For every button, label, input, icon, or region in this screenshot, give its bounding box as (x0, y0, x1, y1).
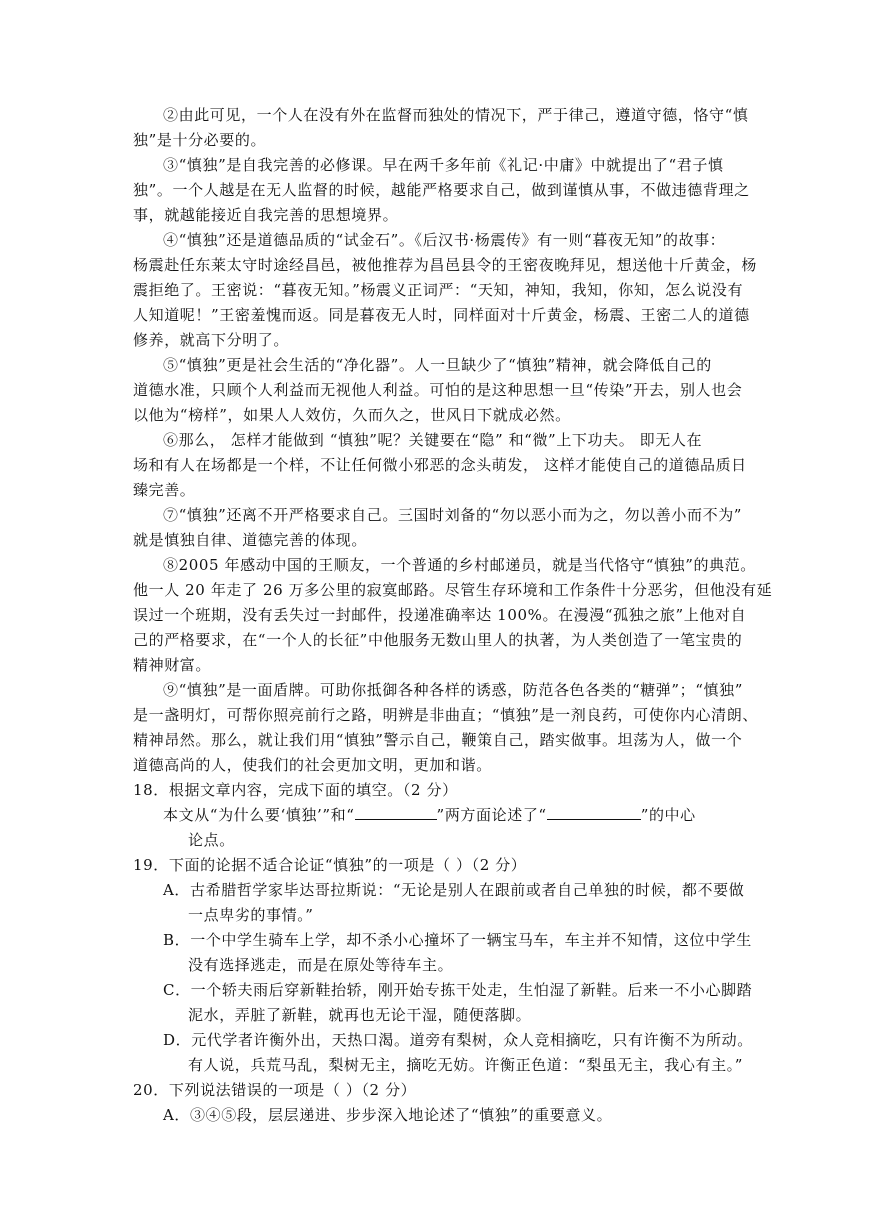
text-line: 事，就越能接近自我完善的思想境界。 (133, 206, 399, 224)
option-text: 泥水，弄脏了新鞋，就再也无论干湿，随便落脚。 (188, 1006, 532, 1024)
answer-blank-2[interactable] (547, 805, 641, 820)
text-line: 震拒绝了。王密说：“暮夜无知。”杨震义正词严：“天知，神知，我知，你知，怎么说没有 (133, 281, 744, 299)
text-line: 就是慎独自律、道德完善的体现。 (133, 531, 368, 549)
question-stem: 20．下列说法错误的一项是（ ）（2 分） (133, 1081, 417, 1099)
text-line: ⑦“慎独”还离不开严格要求自己。三国时刘备的“勿以恶小而为之，勿以善小而不为” (163, 506, 743, 524)
text-line: 独”。一个人越是在无人监督的时候，越能严格要求自己，做到谨慎从事，不做违德背理之 (133, 181, 750, 199)
option-text: 有人说，兵荒马乱，梨树无主，摘吃无妨。许衡正色道：“梨虽无主，我心有主。” (188, 1056, 744, 1074)
option-text: 没有选择逃走，而是在原处等待车主。 (188, 956, 454, 974)
option-text: A．③④⑤段，层层递进、步步深入地论述了“慎独”的重要意义。 (163, 1106, 613, 1124)
text-line: ④“慎独”还是道德品质的“试金石”。《后汉书·杨震传》有一则“暮夜无知”的故事： (163, 231, 726, 249)
fill-text: ”两方面论述了“ (436, 806, 547, 824)
text-line: 误过一个班期，没有丢失过一封邮件，投递准确率达 100%。在漫漫“孤独之旅”上他对自 (133, 606, 747, 624)
fill-text: ”的中心 (640, 806, 696, 824)
text-line: ⑥那么， 怎样才能做到 “慎独”呢？关键要在“隐” 和“微”上下功夫。 即无人在 (163, 431, 703, 449)
text-line: 他一人 20 年走了 26 万多公里的寂寞邮路。尽管生存环境和工作条件十分恶劣，但他没有延 (133, 581, 773, 599)
text-line: 是一盏明灯，可帮你照亮前行之路，明辨是非曲直；“慎独”是一剂良药，可使你内心清朗、 (133, 706, 758, 724)
text-line: 精神昂然。那么，就让我们用“慎独”警示自己，鞭策自己，踏实做事。坦荡为人，做一个 (133, 731, 743, 749)
question-stem: 18．根据文章内容，完成下面的填空。（2 分） (133, 781, 458, 799)
text-line: 道德高尚的人，使我们的社会更加文明，更加和谐。 (133, 756, 492, 774)
option-text: D．元代学者许衡外出，天热口渴。道旁有梨树，众人竞相摘吃，只有许衡不为所动。 (163, 1031, 753, 1049)
option-text: C．一个轿夫雨后穿新鞋抬轿，刚开始专拣干处走，生怕湿了新鞋。后来一不小心脚踏 (163, 981, 753, 999)
text-line: ③“慎独”是自我完善的必修课。早在两千多年前《礼记·中庸》中就提出了“君子慎 (163, 156, 724, 174)
text-line: ⑨“慎独”是一面盾牌。可助你抵御各种各样的诱惑，防范各色各类的“糖弹”；“慎独” (163, 681, 744, 699)
option-text: A．古希腊哲学家毕达哥拉斯说：“无论是别人在跟前或者自己单独的时候，都不要做 (163, 881, 745, 899)
question-stem: 19．下面的论据不适合论证“慎独”的一项是（ ）（2 分） (133, 856, 527, 874)
answer-blank-1[interactable] (355, 805, 437, 820)
option-text: 一点卑劣的事情。” (188, 906, 314, 924)
text-line: ⑤“慎独”更是社会生活的“净化器”。人一旦缺少了“慎独”精神，就会降低自己的 (163, 356, 712, 374)
text-line: 修养，就高下分明了。 (133, 331, 290, 349)
text-line: 精神财富。 (133, 656, 212, 674)
text-line: 场和有人在场都是一个样，不让任何微小邪恶的念头萌发， 这样才能使自己的道德品质日 (133, 456, 747, 474)
text-line: 臻完善。 (133, 481, 196, 499)
fill-in-line (163, 805, 696, 825)
text-line: 己的严格要求，在“一个人的长征”中他服务无数山里人的执著，为人类创造了一笔宝贵的 (133, 631, 743, 649)
text-line: 人知道呢！”王密羞愧而返。同是暮夜无人时，同样面对十斤黄金，杨震、王密二人的道德 (133, 306, 750, 324)
text-line: 独”是十分必要的。 (133, 131, 267, 149)
text-line: ②由此可见，一个人在没有外在监督而独处的情况下，严于律己，遵道守德，恪守“慎 (163, 106, 749, 124)
text-line: 论点。 (188, 831, 235, 849)
text-line: 以他为“榜样”，如果人人效仿，久而久之，世风日下就成必然。 (133, 406, 571, 424)
fill-text: 本文从“为什么要‘慎独’”和“ (163, 806, 355, 824)
option-text: B．一个中学生骑车上学，却不杀小心撞坏了一辆宝马车，车主并不知情，这位中学生 (163, 931, 752, 949)
text-line: 道德水准，只顾个人利益而无视他人利益。可怕的是这种思想一旦“传染”开去，别人也会 (133, 381, 743, 399)
text-line: ⑧2005 年感动中国的王顺友，一个普通的乡村邮递员，就是当代恪守“慎独”的典范。 (163, 556, 756, 574)
text-line: 杨震赴任东莱太守时途经昌邑，被他推荐为昌邑县令的王密夜晚拜见，想送他十斤黄金，杨 (133, 256, 758, 274)
